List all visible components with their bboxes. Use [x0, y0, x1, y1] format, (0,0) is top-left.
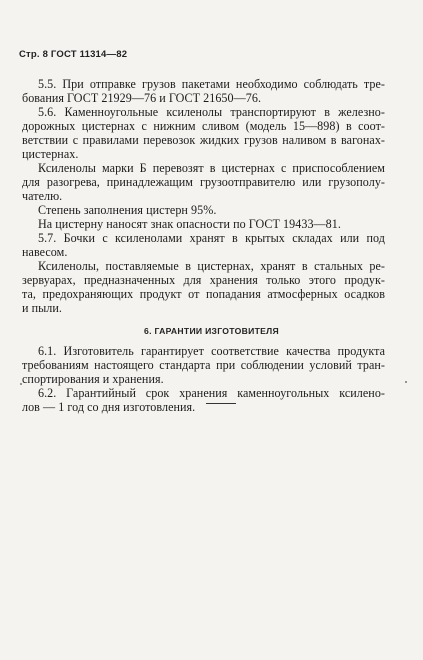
scan-speck — [20, 383, 22, 385]
text-line: требованиям настоящего стандарта при соблюдении условий тран- — [22, 358, 385, 372]
text-line: дорожных цистернах с нижним сливом (модель 15—898) в соот- — [22, 119, 385, 133]
page-header: Стр. 8 ГОСТ 11314—82 — [19, 49, 128, 60]
text-line: Степень заполнения цистерн 95%. — [38, 203, 217, 217]
text-line: Ксиленолы марки Б перевозят в цистернах с приспособлением — [38, 161, 385, 175]
text-line: и пыли. — [22, 301, 62, 315]
scan-speck — [405, 381, 407, 383]
closing-rule — [206, 403, 236, 404]
text-line: 5.7. Бочки с ксиленолами хранят в крытых складах или под — [38, 231, 385, 245]
text-line: 6.2. Гарантийный срок хранения каменноугольных ксилено- — [38, 386, 385, 400]
text-line: 5.5. При отправке грузов пакетами необходимо соблюдать тре- — [38, 77, 385, 91]
text-line: навесом. — [22, 245, 68, 259]
text-line: лов — 1 год со дня изготовления. — [22, 400, 196, 414]
text-line: Ксиленолы, поставляемые в цистернах, хранят в стальных ре- — [38, 259, 385, 273]
text-line: На цистерну наносят знак опасности по ГОСТ 19433—81. — [38, 217, 341, 231]
text-line: та, предохраняющих продукт от попадания атмосферных осадков — [22, 287, 385, 301]
section-title: 6. ГАРАНТИИ ИЗГОТОВИТЕЛЯ — [144, 326, 279, 336]
text-line: цистернах. — [22, 147, 79, 161]
text-line: для разогрева, принадлежащим грузоотправителю или грузополу- — [22, 175, 385, 189]
text-line: чателю. — [22, 189, 63, 203]
text-line: бования ГОСТ 21929—76 и ГОСТ 21650—76. — [22, 91, 262, 105]
text-line: зервуарах, предназначенных для хранения только этого продук- — [22, 273, 385, 287]
text-line: 5.6. Каменноугольные ксиленолы транспортируют в железно- — [38, 105, 385, 119]
text-line: 6.1. Изготовитель гарантирует соответствие качества продукта — [38, 344, 385, 358]
text-line: ветствии с правилами перевозок жидких грузов наливом в вагонах- — [22, 133, 385, 147]
text-line: спортирования и хранения. — [22, 372, 164, 386]
